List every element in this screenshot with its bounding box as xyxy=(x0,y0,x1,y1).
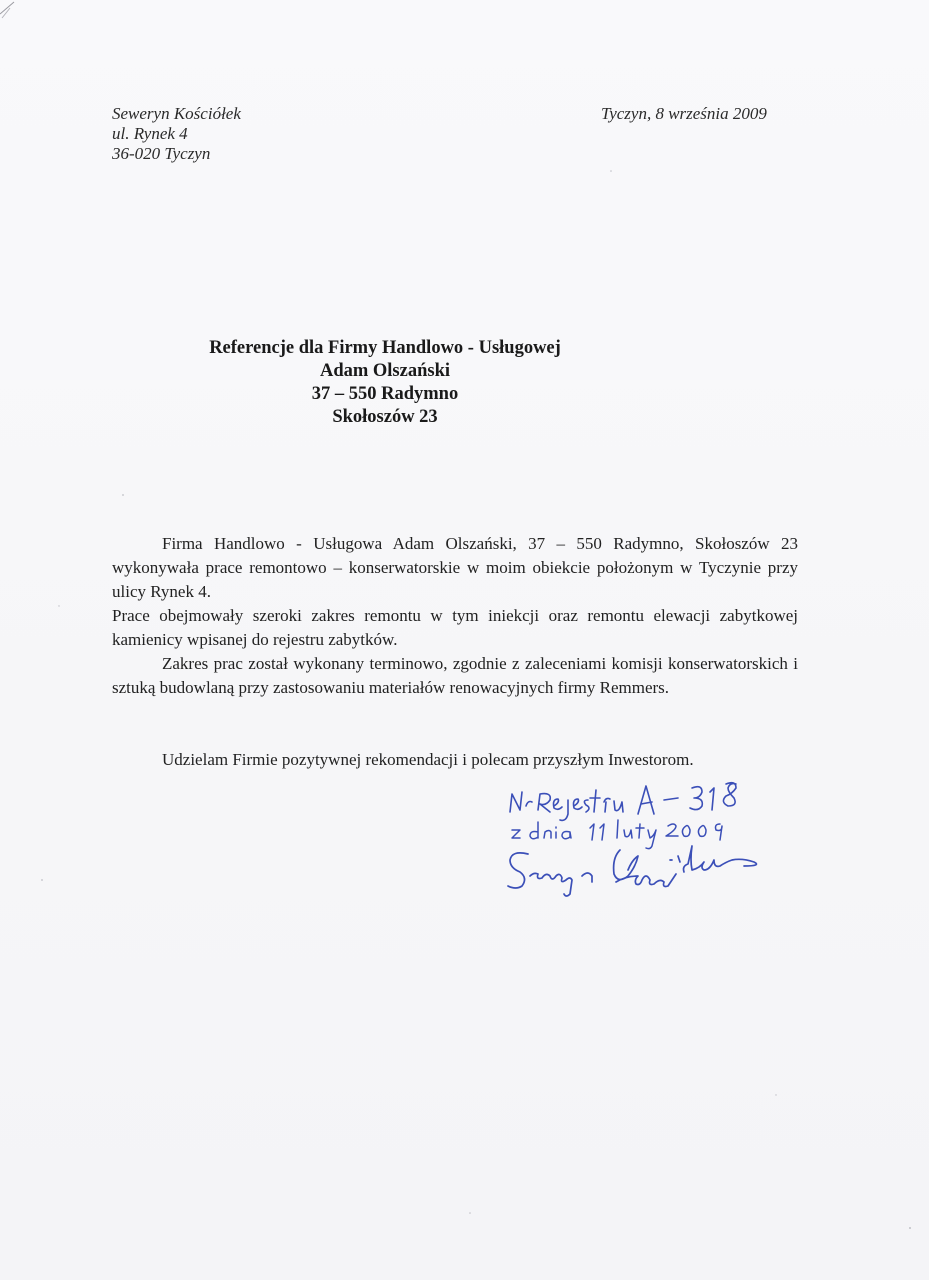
sender-address xyxy=(112,104,241,164)
body-paragraph-2: Prace obejmowały szeroki zakres remontu w tym iniekcji oraz remontu elewacji zabytkowej kamienicy wpisanej do rejestru zabytków. xyxy=(112,606,798,649)
body-paragraph-3: Zakres prac został wykonany terminowo, zgodnie z zaleceniami komisji konserwatorskich i sztuką budowlaną przy zastosowaniu materiałów renowacyjnych firmy Remmers. xyxy=(112,654,798,697)
sender-street: ul. Rynek 4 xyxy=(112,124,188,143)
heading-line-4: Skołoszów 23 xyxy=(332,407,438,427)
letter-date: Tyczyn, 8 września 2009 xyxy=(601,104,767,123)
letter-body xyxy=(112,532,798,700)
heading-line-1: Referencje dla Firmy Handlowo - Usługowej xyxy=(209,338,561,358)
heading-line-3: 37 – 550 Radymno xyxy=(311,384,459,404)
heading-line-2: Adam Olszański xyxy=(319,361,451,381)
sender-name: Seweryn Kościółek xyxy=(112,104,241,123)
letter-heading xyxy=(160,337,610,429)
scan-corner-mark xyxy=(0,0,40,20)
sender-city: 36-020 Tyczyn xyxy=(112,144,211,163)
body-paragraph-1: Firma Handlowo - Usługowa Adam Olszański, 37 – 550 Radymno, Skołoszów 23 wykonywała prace remontowo – konserwatorskie w moim obiekcie położonym w Tyczynie przy ulicy Rynek 4. xyxy=(112,534,798,601)
handwritten-signature xyxy=(490,770,830,920)
closing-sentence: Udzielam Firmie pozytywnej rekomendacji i polecam przyszłym Inwestorom. xyxy=(162,750,694,769)
